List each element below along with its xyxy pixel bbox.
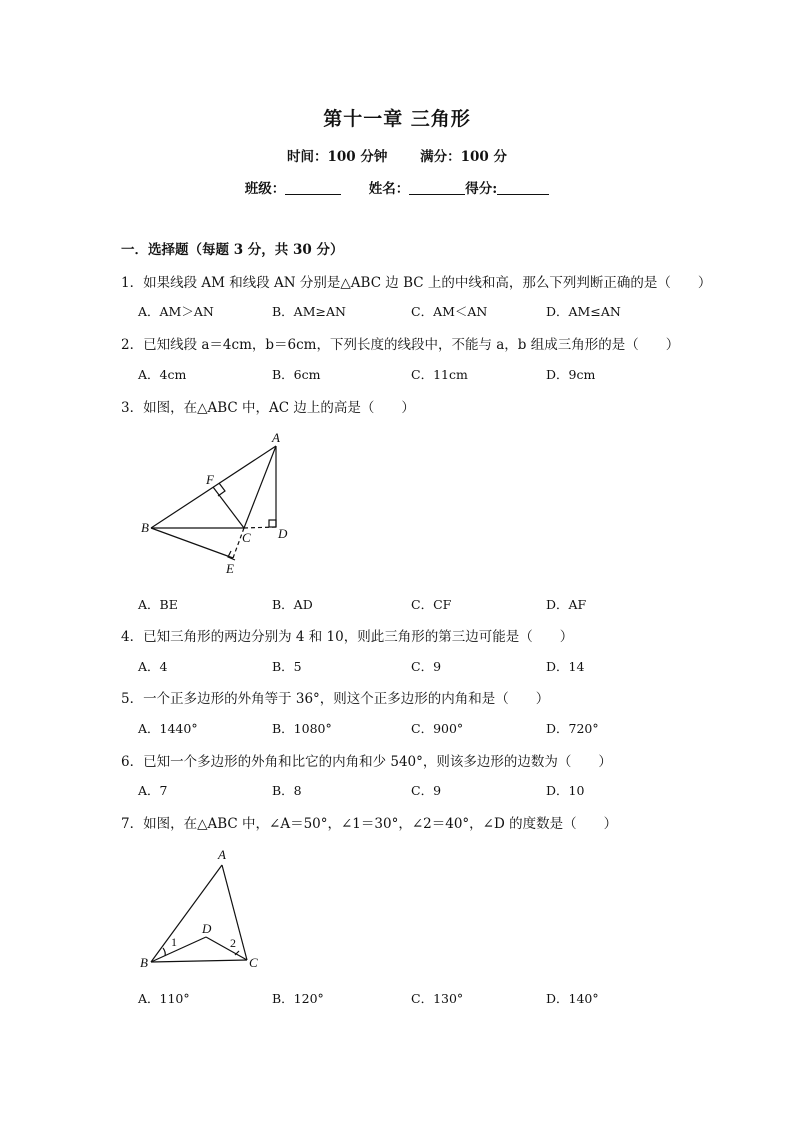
q7-option-b: B．120°	[272, 991, 324, 1006]
fig3-label-a: A	[272, 430, 280, 445]
q5-option-c: C．900°	[411, 721, 464, 736]
fig7-label-2: 2	[230, 936, 236, 950]
q4-option-d: D．14	[546, 659, 585, 674]
question-5: 5．一个正多边形的外角等于 36°，则这个正多边形的内角和是（ ）	[121, 691, 550, 707]
q6-option-a: A．7	[138, 783, 168, 798]
grade-label: 得分:	[465, 181, 498, 197]
fig7-label-b: B	[140, 955, 148, 970]
fig7-label-d: D	[202, 921, 212, 936]
fig7-label-c: C	[249, 955, 258, 970]
q2-option-a: A．4cm	[138, 367, 187, 382]
q2-option-d: D．9cm	[546, 367, 596, 382]
class-label: 班级：	[244, 181, 286, 197]
q4-option-b: B．5	[272, 659, 302, 674]
question-6: 6．已知一个多边形的外角和比它的内角和少 540°，则该多边形的边数为（ ）	[121, 754, 612, 770]
q5-option-a: A．1440°	[138, 721, 198, 736]
question-4: 4．已知三角形的两边分别为 4 和 10，则此三角形的第三边可能是（ ）	[121, 629, 574, 645]
fig3-label-f: F	[206, 472, 214, 487]
q3-option-a: A．BE	[138, 597, 178, 612]
q4-option-a: A．4	[138, 659, 168, 674]
question-7: 7．如图，在△ABC 中，∠A＝50°，∠1＝30°，∠2＝40°，∠D 的度数是（ ）	[121, 816, 618, 832]
q3-option-c: C．CF	[411, 597, 452, 612]
q2-option-b: B．6cm	[272, 367, 321, 382]
q1-option-c: C．AM＜AN	[411, 304, 488, 319]
q7-option-d: D．140°	[546, 991, 599, 1006]
q7-option-c: C．130°	[411, 991, 464, 1006]
q3-option-b: B．AD	[272, 597, 313, 612]
fig3-label-c: C	[242, 530, 251, 545]
q3-option-d: D．AF	[546, 597, 587, 612]
q1-option-d: D．AM≤AN	[546, 304, 621, 319]
q6-option-c: C．9	[411, 783, 442, 798]
q5-option-d: D．720°	[546, 721, 599, 736]
q5-option-b: B．1080°	[272, 721, 332, 736]
fig3-label-b: B	[141, 520, 149, 535]
fig7-label-a: A	[218, 847, 226, 862]
q1-option-b: B．AM≥AN	[272, 304, 346, 319]
question-3: 3．如图，在△ABC 中，AC 边上的高是（ ）	[121, 400, 415, 416]
score-label: 满分：100 分	[420, 149, 507, 165]
q7-option-a: A．110°	[138, 991, 190, 1006]
question-1: 1．如果线段 AM 和线段 AN 分别是△ABC 边 BC 上的中线和高，那么下列判断正确的是（ ）	[121, 275, 712, 291]
question-2: 2．已知线段 a＝4cm，b＝6cm，下列长度的线段中，不能与 a，b 组成三角形的是（ ）	[121, 337, 680, 353]
time-label: 时间：100 分钟	[287, 149, 388, 165]
page-title: 第十一章 三角形	[323, 108, 471, 130]
q1-option-a: A．AM＞AN	[138, 304, 214, 319]
q2-option-c: C．11cm	[411, 367, 468, 382]
fig3-label-e: E	[226, 561, 234, 576]
name-label: 姓名：	[368, 181, 410, 197]
fig7-label-1: 1	[171, 935, 177, 949]
q6-option-d: D．10	[546, 783, 585, 798]
q6-option-b: B．8	[272, 783, 302, 798]
section-heading: 一．选择题（每题 3 分，共 30 分）	[121, 242, 344, 258]
fig3-label-d: D	[278, 526, 288, 541]
q4-option-c: C．9	[411, 659, 442, 674]
